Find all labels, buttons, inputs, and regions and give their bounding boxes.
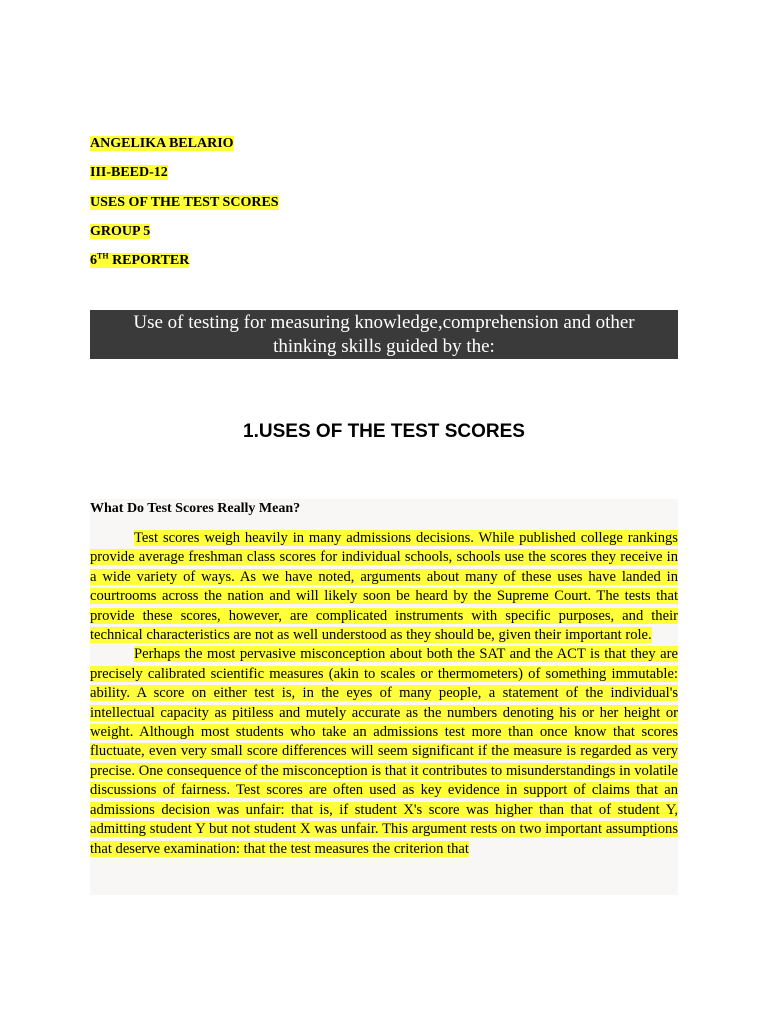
article-paragraph-2 <box>90 645 678 858</box>
reporter-label <box>90 252 189 269</box>
banner-line-1: Use of testing for measuring knowledge,comprehension and other <box>133 312 635 333</box>
class-section-text: III-BEED-12 <box>90 165 168 180</box>
article-block <box>90 499 678 895</box>
intro-banner <box>90 310 678 359</box>
student-name <box>90 135 234 152</box>
report-topic-text: USES OF THE TEST SCORES <box>90 195 279 210</box>
article-paragraph-2-text: Perhaps the most pervasive misconception about both the SAT and the ACT is that they are precisely calibrated scientific measures (akin to scales or thermometers) of something immutable: ability. A score on either test is, in the eyes of many people, a statement of the individual's intellectual capacity as pitiless and mutely accurate as the numbers denoting his or her height or weight. Although most students who take an admissions test more than once know that scores fluctuate, even very small score differences will seem significant if the measure is regarded as very precise. One consequence of the misconception is that it contributes to misunderstandings in volatile discussions of fairness. Test scores are often used as key evidence in support of claims that an admissions decision was unfair: that is, if student X's score was higher than that of student Y, admitting student Y but not student X was unfair. This argument rests on two important assumptions that deserve examination: that the test measures the criterion that <box>90 646 678 857</box>
group-label <box>90 223 150 240</box>
reporter-label-text <box>90 253 189 268</box>
article-paragraph-1 <box>90 529 678 645</box>
article-paragraph-1-text: Test scores weigh heavily in many admissions decisions. While published college rankings provide average freshman class scores for individual schools, schools use the scores they receive in a wide variety of ways. As we have noted, arguments about many of these uses have landed in courtrooms across the nation and will likely soon be heard by the Supreme Court. The tests that provide these scores, however, are complicated instruments with specific purposes, and their technical characteristics are not as well understood as they should be, given their important role. <box>90 530 678 644</box>
report-topic <box>90 194 279 211</box>
reporter-number: 6 <box>90 253 97 268</box>
reporter-ordinal-suffix: TH <box>97 251 109 261</box>
article-heading: What Do Test Scores Really Mean? <box>90 501 301 516</box>
student-name-text: ANGELIKA BELARIO <box>90 136 234 151</box>
article-body <box>90 529 678 859</box>
reporter-word: REPORTER <box>108 253 190 268</box>
banner-line-2: thinking skills guided by the: <box>273 336 495 357</box>
group-label-text: GROUP 5 <box>90 224 151 239</box>
class-section <box>90 164 168 181</box>
section-title: 1.USES OF THE TEST SCORES <box>243 421 525 442</box>
